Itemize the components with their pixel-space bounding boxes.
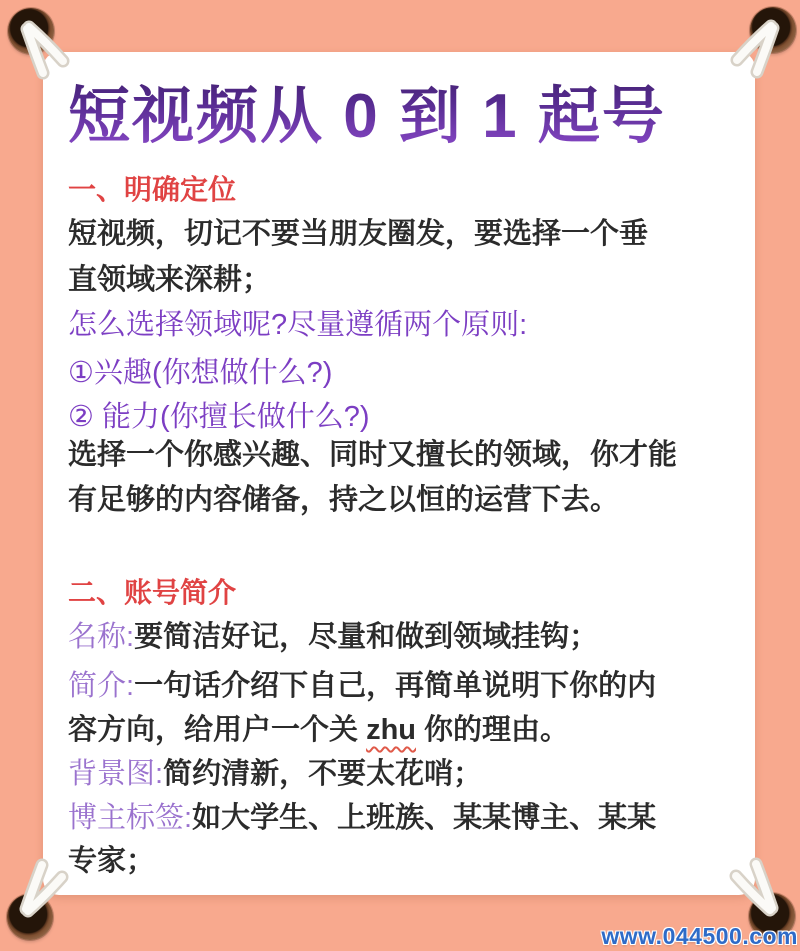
section1-para3-line2: 有足够的内容储备，持之以恒的运营下去。 bbox=[68, 484, 620, 516]
section2-item2-line2 bbox=[68, 713, 569, 747]
item4-label: 博主标签: bbox=[68, 802, 193, 834]
paper-clip-icon bbox=[714, 15, 786, 87]
section1-para2: 怎么选择领域呢?尽量遵循两个原则: bbox=[68, 309, 528, 341]
item1-text: 要简洁好记，尽量和做到领域挂钩； bbox=[134, 621, 599, 653]
item1-label: 名称: bbox=[68, 621, 135, 653]
item2-text-zhu-marked: zhu bbox=[366, 714, 416, 746]
item2-text-line1: 一句话介绍下自己，再简单说明下你的内 bbox=[134, 670, 657, 702]
section2-item4-line2: 专家； bbox=[68, 845, 156, 877]
item2-text-line2-pre: 容方向，给用户一个关 bbox=[68, 714, 367, 746]
section1-bullet1: ①兴趣(你想做什么?) bbox=[68, 357, 333, 389]
section1-para3-line1: 选择一个你感兴趣、同时又擅长的领域，你才能 bbox=[68, 439, 678, 471]
paper-clip-icon bbox=[13, 850, 85, 922]
poster-card bbox=[43, 52, 755, 895]
section2-item4-line1 bbox=[68, 801, 656, 835]
watermark: www.044500.com bbox=[601, 923, 798, 949]
section2-item3 bbox=[68, 757, 482, 791]
item2-label: 简介: bbox=[68, 670, 135, 702]
section2-item1 bbox=[68, 620, 598, 654]
section1-para1-line1: 短视频，切记不要当朋友圈发，要选择一个垂 bbox=[68, 218, 649, 250]
section1-bullet2: ② 能力(你擅长做什么?) bbox=[68, 401, 370, 433]
paper-clip-icon bbox=[713, 849, 785, 921]
item3-label: 背景图: bbox=[68, 758, 164, 790]
section2-heading: 二、账号简介 bbox=[68, 577, 237, 608]
section1-heading: 一、明确定位 bbox=[68, 174, 237, 205]
item3-text: 简约清新，不要太花哨； bbox=[163, 758, 483, 790]
poster-title: 短视频从 0 到 1 起号 bbox=[68, 66, 666, 155]
item4-text-line1: 如大学生、上班族、某某博主、某某 bbox=[192, 802, 657, 834]
paper-clip-icon bbox=[14, 16, 86, 88]
section1-para1-line2: 直领域来深耕； bbox=[68, 264, 272, 296]
item2-text-line2-post: 你的理由。 bbox=[416, 714, 570, 746]
section2-item2-line1 bbox=[68, 669, 656, 703]
